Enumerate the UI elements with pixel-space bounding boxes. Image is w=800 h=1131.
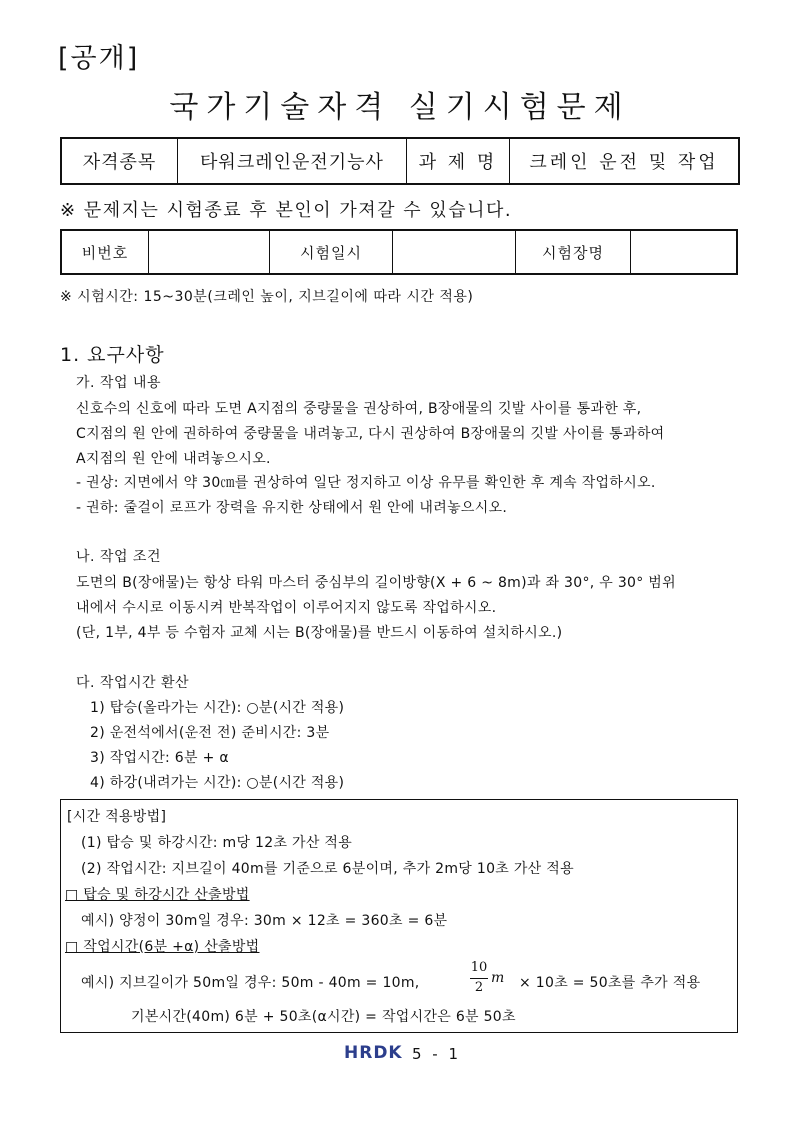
work-content-line: 신호수의 신호에 따라 도면 A지점의 중량물을 권상하여, B장애물의 깃발 사이를 통과한 후, bbox=[76, 401, 642, 417]
hoist-rule: - 권상: 지면에서 약 30㎝를 권상하여 일단 정지하고 이상 유무를 확인한 후 계속 작업하시오. bbox=[76, 475, 656, 491]
label-category: 자격종목 bbox=[61, 138, 178, 184]
work-time-result: 기본시간(40m) 6분 + 50초(α시간) = 작업시간은 6분 50초 bbox=[131, 1009, 516, 1025]
fraction-unit: m bbox=[491, 970, 505, 986]
rule-boarding: (1) 탑승 및 하강시간: m당 12초 가산 적용 bbox=[81, 835, 353, 851]
work-content-line: C지점의 원 안에 권하하여 중량물을 내려놓고, 다시 권상하여 B장애물의 깃발 사이를 통과하여 bbox=[76, 426, 665, 442]
time-application-box bbox=[60, 799, 738, 1033]
work-condition-line: 내에서 수시로 이동시켜 반복작업이 이루어지지 않도록 작업하시오. bbox=[76, 600, 497, 616]
value-exam-date bbox=[393, 230, 516, 274]
fraction-denominator: 2 bbox=[474, 980, 484, 995]
time-item: 1) 탑승(올라가는 시간): ○분(시간 적용) bbox=[90, 700, 345, 716]
value-exam-site bbox=[631, 230, 738, 274]
work-time-example-prefix: 예시) 지브길이가 50m일 경우: 50m - 40m = 10m, bbox=[81, 975, 420, 991]
time-item: 3) 작업시간: 6분 + α bbox=[90, 750, 229, 766]
fraction-bar bbox=[470, 978, 488, 979]
work-condition-line: 도면의 B(장애물)는 항상 타워 마스터 중심부의 길이방향(X + 6 ~ 8m)과 좌 30°, 우 30° 범위 bbox=[76, 575, 676, 591]
value-candidate-number bbox=[149, 230, 270, 274]
boarding-example: 예시) 양정이 30m일 경우: 30m × 12초 = 360초 = 6분 bbox=[81, 913, 448, 929]
label-candidate-number: 비번호 bbox=[61, 230, 149, 274]
take-home-notice: ※ 문제지는 시험종료 후 본인이 가져갈 수 있습니다. bbox=[60, 200, 513, 221]
work-condition-line: (단, 1부, 4부 등 수험자 교체 시는 B(장애물)를 반드시 이동하여 설치하시오.) bbox=[76, 625, 563, 641]
page-title: 국가기술자격 실기시험문제 bbox=[169, 90, 631, 125]
section-heading-requirements: 1. 요구사항 bbox=[60, 344, 165, 366]
subheading-work-conditions: 나. 작업 조건 bbox=[76, 549, 161, 565]
time-item: 4) 하강(내려가는 시간): ○분(시간 적용) bbox=[90, 775, 345, 791]
disclosure-tag: [공개] bbox=[58, 43, 140, 74]
work-content-line: A지점의 원 안에 내려놓으시오. bbox=[76, 451, 271, 467]
lower-rule: - 권하: 줄걸이 로프가 장력을 유지한 상태에서 원 안에 내려놓으시오. bbox=[76, 500, 508, 516]
label-exam-site: 시험장명 bbox=[516, 230, 631, 274]
work-time-calc-heading: □ 작업시간(6분 +α) 산출방법 bbox=[65, 939, 260, 955]
boarding-calc-heading: □ 탑승 및 하강시간 산출방법 bbox=[65, 887, 250, 903]
subheading-work-content: 가. 작업 내용 bbox=[76, 375, 161, 391]
page-number: 5 - 1 bbox=[412, 1045, 462, 1063]
rule-work-time: (2) 작업시간: 지브길이 40m를 기준으로 6분이며, 추가 2m당 10초 가산 적용 bbox=[81, 861, 574, 877]
subheading-time-conversion: 다. 작업시간 환산 bbox=[76, 675, 190, 691]
exam-info-table bbox=[60, 229, 738, 275]
qualification-info-table bbox=[60, 137, 740, 185]
fraction-numerator: 10 bbox=[470, 960, 488, 975]
hrdk-logo: HRDK bbox=[344, 1043, 403, 1063]
work-time-example-suffix: × 10초 = 50초를 추가 적용 bbox=[519, 975, 701, 991]
label-exam-date: 시험일시 bbox=[270, 230, 393, 274]
value-category: 타워크레인운전기능사 bbox=[178, 138, 407, 184]
box-title: [시간 적용방법] bbox=[67, 809, 167, 825]
label-task: 과 제 명 bbox=[407, 138, 510, 184]
time-item: 2) 운전석에서(운전 전) 준비시간: 3분 bbox=[90, 725, 330, 741]
exam-time-note: ※ 시험시간: 15~30분(크레인 높이, 지브길이에 따라 시간 적용) bbox=[60, 289, 474, 305]
value-task: 크레인 운전 및 작업 bbox=[510, 138, 740, 184]
